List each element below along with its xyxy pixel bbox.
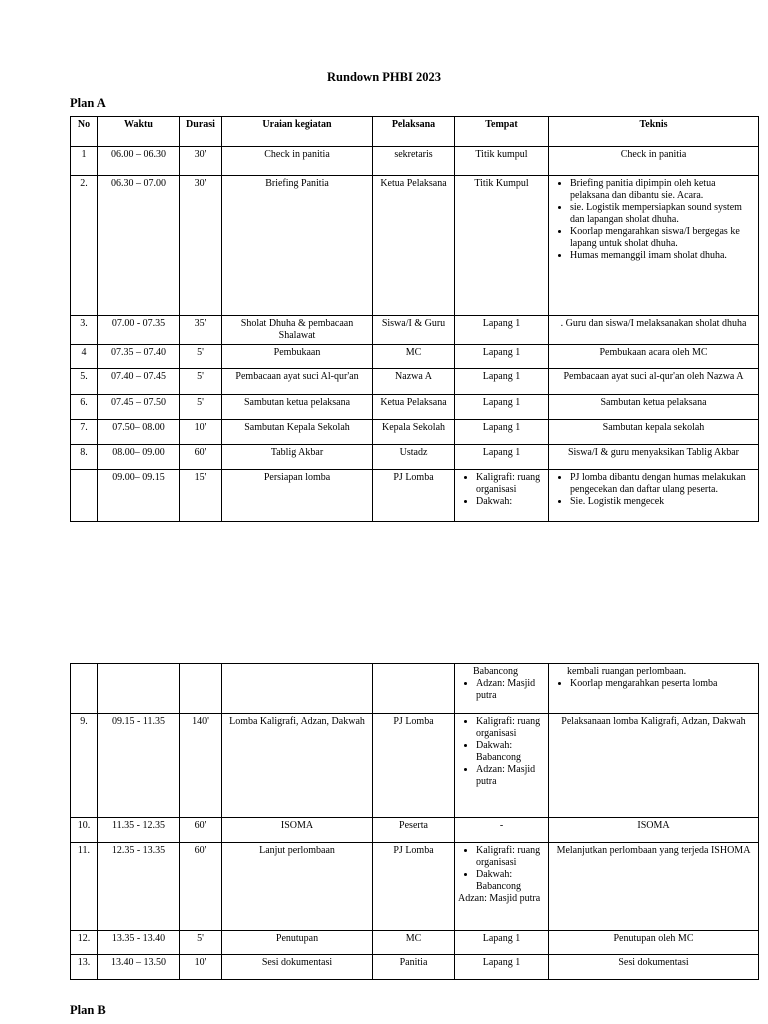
cell-no: 10. [71,818,98,843]
cell-waktu: 09.15 - 11.35 [98,714,180,818]
cell-durasi: 5' [180,931,222,955]
cell-teknis: Melanjutkan perlombaan yang terjeda ISHOMA [549,843,759,931]
cell-waktu: 08.00– 09.00 [98,445,180,470]
tempat-bullet: • Dakwah: Babancong [476,869,545,893]
cell-pelaksana: PJ Lomba [373,714,455,818]
cell-waktu: 07.40 – 07.45 [98,369,180,395]
tempat-bullet: • Kaligrafi: ruang organisasi [476,472,545,496]
cell-uraian [222,664,373,714]
cell-pelaksana: Ustadz [373,445,455,470]
tempat-continued: Adzan: Masjid putra [458,893,541,904]
cell-pelaksana: Ketua Pelaksana [373,176,455,316]
cell-no: 9. [71,714,98,818]
table-row [71,445,759,470]
cell-teknis: Pembukaan acara oleh MC [549,345,759,369]
table-row [71,470,759,522]
cell-teknis: Pelaksanaan lomba Kaligrafi, Adzan, Dakwah [549,714,759,818]
cell-durasi: 140' [180,714,222,818]
cell-pelaksana: Kepala Sekolah [373,420,455,445]
cell-teknis: Check in panitia [549,147,759,176]
cell-pelaksana: Siswa/I & Guru [373,316,455,345]
cell-no [71,664,98,714]
cell-durasi: 5' [180,345,222,369]
rundown-table-page1 [70,116,759,522]
cell-waktu: 13.35 - 13.40 [98,931,180,955]
cell-durasi: 60' [180,445,222,470]
cell-waktu: 06.00 – 06.30 [98,147,180,176]
table-header-row [71,117,759,147]
table-row [71,818,759,843]
table-row [71,843,759,931]
cell-waktu: 07.50– 08.00 [98,420,180,445]
tempat-bullet: • Kaligrafi: ruang organisasi [476,845,545,869]
cell-waktu: 12.35 - 13.35 [98,843,180,931]
cell-uraian: Lomba Kaligrafi, Adzan, Dakwah [222,714,373,818]
cell-pelaksana: PJ Lomba [373,470,455,522]
cell-durasi: 35' [180,316,222,345]
cell-teknis: Sesi dokumentasi [549,955,759,980]
cell-tempat [455,714,549,818]
cell-uraian: Check in panitia [222,147,373,176]
cell-uraian: Lanjut perlombaan [222,843,373,931]
cell-teknis: ISOMA [549,818,759,843]
cell-pelaksana: Panitia [373,955,455,980]
teknis-bullet: • Briefing panitia dipimpin oleh ketua pelaksana dan dibantu sie. Acara. [570,178,755,202]
table-row [71,176,759,316]
table-row [71,369,759,395]
cell-tempat: Lapang 1 [455,395,549,420]
document-title: Rundown PHBI 2023 [327,70,441,84]
cell-no: 5. [71,369,98,395]
cell-waktu: 09.00– 09.15 [98,470,180,522]
cell-teknis: . Guru dan siswa/I melaksanakan sholat dhuha [549,316,759,345]
cell-pelaksana: sekretaris [373,147,455,176]
cell-pelaksana: Nazwa A [373,369,455,395]
tempat-bullet: • Kaligrafi: ruang organisasi [476,716,545,740]
cell-tempat: Lapang 1 [455,931,549,955]
cell-waktu: 13.40 – 13.50 [98,955,180,980]
cell-waktu: 11.35 - 12.35 [98,818,180,843]
teknis-bullet: • Sie. Logistik mengecek [570,496,755,508]
cell-tempat: Lapang 1 [455,345,549,369]
cell-uraian: ISOMA [222,818,373,843]
cell-no: 11. [71,843,98,931]
cell-uraian: Sambutan Kepala Sekolah [222,420,373,445]
cell-teknis: Penutupan oleh MC [549,931,759,955]
cell-durasi: 60' [180,843,222,931]
cell-durasi: 10' [180,955,222,980]
cell-uraian: Pembukaan [222,345,373,369]
cell-no: 6. [71,395,98,420]
cell-tempat: Titik kumpul [455,147,549,176]
cell-no: 8. [71,445,98,470]
cell-tempat [455,664,549,714]
col-header-pelaksana: Pelaksana [373,117,455,147]
teknis-bullet: • Humas memanggil imam sholat dhuha. [570,250,755,262]
cell-pelaksana: Peserta [373,818,455,843]
cell-waktu: 07.45 – 07.50 [98,395,180,420]
cell-durasi: 30' [180,147,222,176]
teknis-bullet: • Koorlap mengarahkan peserta lomba [570,678,755,690]
cell-no: 13. [71,955,98,980]
cell-tempat: Lapang 1 [455,369,549,395]
cell-no: 2. [71,176,98,316]
cell-no: 3. [71,316,98,345]
plan-b-label: Plan B [70,1003,106,1017]
cell-uraian: Tablig Akbar [222,445,373,470]
cell-pelaksana [373,664,455,714]
table-row [71,316,759,345]
table-row [71,664,759,714]
cell-waktu: 06.30 – 07.00 [98,176,180,316]
cell-tempat: - [455,818,549,843]
cell-tempat: Titik Kumpul [455,176,549,316]
cell-teknis: Sambutan ketua pelaksana [549,395,759,420]
col-header-teknis: Teknis [549,117,759,147]
cell-durasi [180,664,222,714]
cell-waktu: 07.00 - 07.35 [98,316,180,345]
cell-no [71,470,98,522]
cell-no: 7. [71,420,98,445]
cell-no: 12. [71,931,98,955]
tempat-bullet: • Dakwah: Babancong [476,740,545,764]
cell-tempat [455,843,549,931]
table-row [71,931,759,955]
col-header-waktu: Waktu [98,117,180,147]
cell-teknis: Siswa/I & guru menyaksikan Tablig Akbar [549,445,759,470]
tempat-bullet: • Dakwah: [476,496,545,508]
cell-durasi: 5' [180,395,222,420]
cell-teknis: Sambutan kepala sekolah [549,420,759,445]
col-header-uraian: Uraian kegiatan [222,117,373,147]
cell-pelaksana: PJ Lomba [373,843,455,931]
tempat-bullet: • Adzan: Masjid putra [476,678,545,702]
cell-uraian: Penutupan [222,931,373,955]
cell-waktu: 07.35 – 07.40 [98,345,180,369]
cell-tempat [455,470,549,522]
rundown-table-page2 [70,663,759,980]
cell-teknis [549,664,759,714]
cell-tempat: Lapang 1 [455,420,549,445]
cell-teknis [549,176,759,316]
col-header-durasi: Durasi [180,117,222,147]
col-header-tempat: Tempat [455,117,549,147]
col-header-no: No [71,117,98,147]
cell-teknis [549,470,759,522]
cell-no: 1 [71,147,98,176]
tempat-continued: Babancong [473,666,518,677]
teknis-continued: kembali ruangan perlombaan. [567,666,687,677]
cell-pelaksana: MC [373,931,455,955]
cell-durasi: 15' [180,470,222,522]
cell-teknis: Pembacaan ayat suci al-qur'an oleh Nazwa A [549,369,759,395]
cell-no: 4 [71,345,98,369]
table-row [71,395,759,420]
plan-a-label: Plan A [70,96,106,110]
cell-tempat: Lapang 1 [455,445,549,470]
cell-durasi: 5' [180,369,222,395]
cell-uraian: Sholat Dhuha & pembacaan Shalawat [222,316,373,345]
table-row [71,714,759,818]
cell-durasi: 60' [180,818,222,843]
cell-pelaksana: MC [373,345,455,369]
table-row [71,147,759,176]
teknis-bullet: • PJ lomba dibantu dengan humas melakukan pengecekan dan daftar ulang peserta. [570,472,755,496]
cell-tempat: Lapang 1 [455,316,549,345]
teknis-bullet: • Koorlap mengarahkan siswa/I bergegas ke lapang untuk sholat dhuha. [570,226,755,250]
cell-uraian: Persiapan lomba [222,470,373,522]
table-row [71,420,759,445]
cell-durasi: 10' [180,420,222,445]
cell-uraian: Briefing Panitia [222,176,373,316]
table-row [71,955,759,980]
cell-waktu [98,664,180,714]
teknis-bullet: • sie. Logistik mempersiapkan sound system dan lapangan sholat dhuha. [570,202,755,226]
cell-uraian: Pembacaan ayat suci Al-qur'an [222,369,373,395]
tempat-bullet: • Adzan: Masjid putra [476,764,545,788]
cell-tempat: Lapang 1 [455,955,549,980]
cell-durasi: 30' [180,176,222,316]
cell-uraian: Sambutan ketua pelaksana [222,395,373,420]
cell-pelaksana: Ketua Pelaksana [373,395,455,420]
cell-uraian: Sesi dokumentasi [222,955,373,980]
table-row [71,345,759,369]
